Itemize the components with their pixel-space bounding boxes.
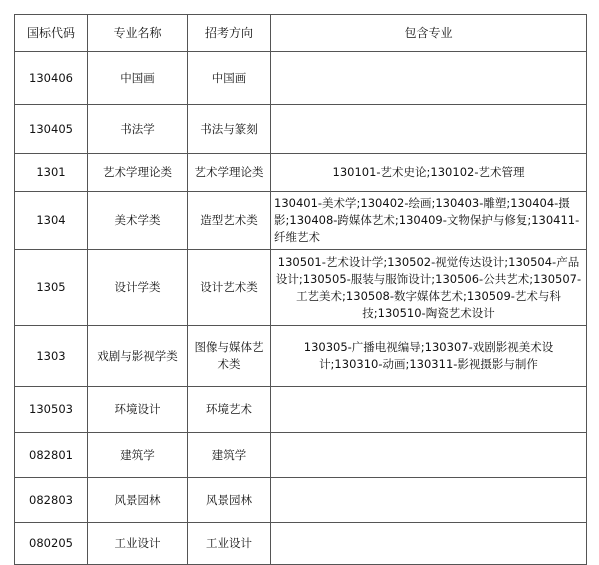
cell-name: 设计学类 <box>88 250 188 326</box>
cell-majors <box>271 478 587 523</box>
cell-name: 美术学类 <box>88 192 188 250</box>
table-header-row <box>15 15 587 52</box>
table-row <box>15 433 587 478</box>
cell-majors: 130401-美术学;130402-绘画;130403-雕塑;130404-摄影;130408-跨媒体艺术;130409-文物保护与修复;130411-纤维艺术 <box>271 192 587 250</box>
cell-code: 1305 <box>15 250 88 326</box>
cell-majors <box>271 523 587 565</box>
cell-direction: 环境艺术 <box>188 387 271 433</box>
header-name: 专业名称 <box>88 15 188 52</box>
cell-direction: 建筑学 <box>188 433 271 478</box>
cell-direction: 风景园林 <box>188 478 271 523</box>
cell-majors: 130501-艺术设计学;130502-视觉传达设计;130504-产品设计;130505-服装与服饰设计;130506-公共艺术;130507-工艺美术;130508-数字媒体艺术;130509-艺术与科技;130510-陶瓷艺术设计 <box>271 250 587 326</box>
cell-code: 130405 <box>15 105 88 154</box>
cell-direction: 设计艺术类 <box>188 250 271 326</box>
table-row <box>15 326 587 387</box>
table-row <box>15 523 587 565</box>
cell-majors <box>271 52 587 105</box>
cell-name: 中国画 <box>88 52 188 105</box>
cell-direction: 造型艺术类 <box>188 192 271 250</box>
cell-code: 130406 <box>15 52 88 105</box>
table-row <box>15 192 587 250</box>
table-row <box>15 105 587 154</box>
cell-direction: 工业设计 <box>188 523 271 565</box>
cell-name: 艺术学理论类 <box>88 154 188 192</box>
cell-name: 建筑学 <box>88 433 188 478</box>
cell-code: 1304 <box>15 192 88 250</box>
cell-name: 风景园林 <box>88 478 188 523</box>
table-row <box>15 387 587 433</box>
table-row <box>15 52 587 105</box>
cell-direction: 书法与篆刻 <box>188 105 271 154</box>
table-row <box>15 478 587 523</box>
cell-code: 082801 <box>15 433 88 478</box>
header-code: 国标代码 <box>15 15 88 52</box>
cell-majors <box>271 387 587 433</box>
cell-majors: 130305-广播电视编导;130307-戏剧影视美术设计;130310-动画;130311-影视摄影与制作 <box>271 326 587 387</box>
cell-majors: 130101-艺术史论;130102-艺术管理 <box>271 154 587 192</box>
cell-majors <box>271 433 587 478</box>
table-row <box>15 154 587 192</box>
header-majors: 包含专业 <box>271 15 587 52</box>
cell-direction: 艺术学理论类 <box>188 154 271 192</box>
table-row <box>15 250 587 326</box>
cell-direction: 中国画 <box>188 52 271 105</box>
cell-direction: 图像与媒体艺术类 <box>188 326 271 387</box>
header-direction: 招考方向 <box>188 15 271 52</box>
cell-code: 082803 <box>15 478 88 523</box>
cell-majors <box>271 105 587 154</box>
cell-code: 1301 <box>15 154 88 192</box>
cell-name: 书法学 <box>88 105 188 154</box>
majors-table <box>14 14 587 565</box>
cell-code: 1303 <box>15 326 88 387</box>
cell-name: 戏剧与影视学类 <box>88 326 188 387</box>
cell-code: 130503 <box>15 387 88 433</box>
cell-code: 080205 <box>15 523 88 565</box>
cell-name: 工业设计 <box>88 523 188 565</box>
cell-name: 环境设计 <box>88 387 188 433</box>
